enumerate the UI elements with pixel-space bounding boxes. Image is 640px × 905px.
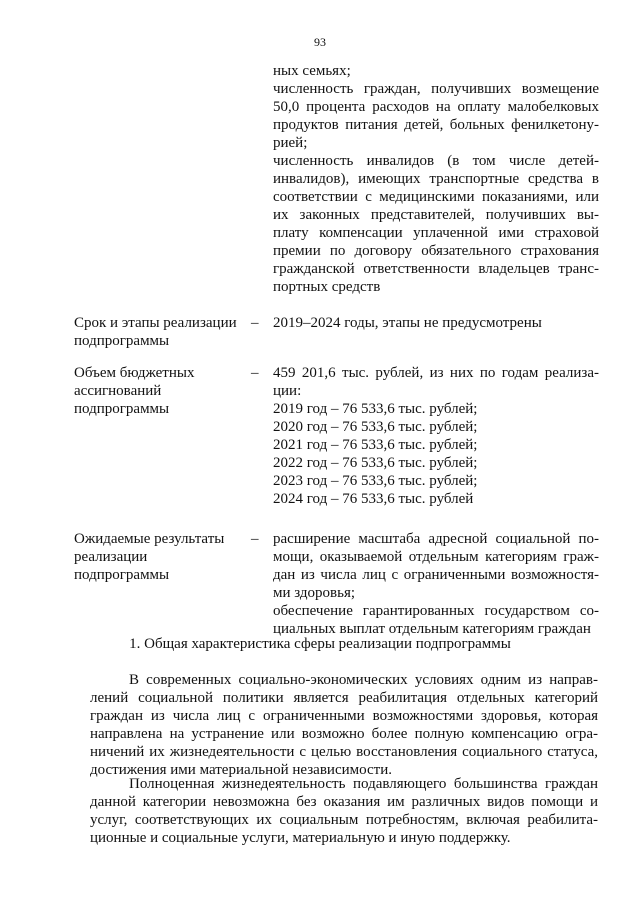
text-line: гражданской ответственности владельцев транс-	[273, 261, 599, 277]
budget-year-line: 2024 год – 76 533,6 тыс. рублей	[273, 491, 474, 507]
results-dash: –	[251, 531, 259, 547]
results-value	[273, 530, 599, 638]
paragraph-line: Полноценная жизнедеятельность подавляющего большинства граждан	[129, 776, 598, 792]
text-line: премии по договору обязательного страхования	[273, 243, 599, 259]
text-line: 459 201,6 тыс. рублей, из них по годам реализа-	[273, 365, 599, 381]
paragraph-line: достижения ими материальной независимости.	[90, 762, 392, 778]
budget-year-line: 2020 год – 76 533,6 тыс. рублей;	[273, 419, 478, 435]
page-number: 93	[314, 35, 326, 49]
text-line: рией;	[273, 135, 308, 151]
budget-value	[273, 364, 599, 508]
text-line: 50,0 процента расходов на оплату малобелковых	[273, 99, 599, 115]
label-line: подпрограммы	[74, 333, 170, 349]
term-row	[0, 314, 640, 349]
label-line: Объем бюджетных	[74, 365, 195, 381]
text-line: расширение масштаба адресной социальной по-	[273, 531, 599, 547]
paragraph-line: услуг, соответствующих их социальным потребностям, включая реабилита-	[90, 812, 598, 828]
paragraph-line: направлена на устранение или возможно более полную компенсацию огра-	[90, 726, 598, 742]
text-line: инвалидов), имеющих транспортные средства в	[273, 171, 599, 187]
label-line: подпрограммы	[74, 401, 170, 417]
budget-year-line: 2023 год – 76 533,6 тыс. рублей;	[273, 473, 478, 489]
text-line: портных средств	[273, 279, 381, 295]
paragraph	[90, 671, 598, 779]
label-line: реализации	[74, 549, 148, 565]
text-line: их законных представителей, получивших вы-	[273, 207, 599, 223]
label-line: Срок и этапы реализации	[74, 315, 237, 331]
text-line: дан из числа лиц с ограниченными возможностя-	[273, 567, 599, 583]
text-line: соответствии с медицинскими показаниями, или	[273, 189, 599, 205]
text-line: численность инвалидов (в том числе детей-	[273, 153, 599, 169]
budget-label	[74, 364, 244, 418]
text-line: обеспечение гарантированных государством со-	[273, 603, 599, 619]
term-dash: –	[251, 315, 259, 331]
section-heading: 1. Общая характеристика сферы реализации подпрограммы	[129, 636, 511, 652]
budget-dash: –	[251, 365, 259, 381]
label-line: подпрограммы	[74, 567, 170, 583]
paragraph-line: данной категории невозможна без оказания им различных видов помощи и	[90, 794, 598, 810]
budget-year-line: 2021 год – 76 533,6 тыс. рублей;	[273, 437, 478, 453]
budget-row	[0, 364, 640, 508]
text-line: ных семьях;	[273, 63, 351, 79]
indicators-continuation-text	[273, 62, 599, 296]
text-line: 2019–2024 годы, этапы не предусмотрены	[273, 315, 542, 331]
text-line: мощи, оказываемой отдельным категориям граж-	[273, 549, 599, 565]
term-value	[273, 314, 599, 332]
paragraph	[90, 775, 598, 847]
text-line: плату компенсации уплаченной ими страховой	[273, 225, 599, 241]
passport-table	[0, 62, 640, 638]
text-line: циальных выплат отдельным категориям граждан	[273, 621, 591, 637]
results-row	[0, 530, 640, 638]
paragraph-line: В современных социально-экономических условиях одним из направ-	[129, 672, 598, 688]
label-line: Ожидаемые результаты	[74, 531, 225, 547]
paragraph-line: ционные и социальные услуги, материальную и иную поддержку.	[90, 830, 511, 846]
paragraph-line: ничений их жизнедеятельности с целью восстановления социального статуса,	[90, 744, 598, 760]
label-line: ассигнований	[74, 383, 162, 399]
text-line: ции:	[273, 383, 302, 399]
results-label	[74, 530, 244, 584]
text-line: численность граждан, получивших возмещение	[273, 81, 599, 97]
term-label	[74, 314, 244, 350]
paragraph-line: граждан из числа лиц с ограниченными возможностями здоровья, которая	[90, 708, 598, 724]
text-line: ми здоровья;	[273, 585, 356, 601]
budget-year-line: 2022 год – 76 533,6 тыс. рублей;	[273, 455, 478, 471]
indicators-continuation-row	[0, 62, 640, 296]
paragraph-line: лений социальной политики является реабилитация отдельных категорий	[90, 690, 598, 706]
budget-year-line: 2019 год – 76 533,6 тыс. рублей;	[273, 401, 478, 417]
text-line: продуктов питания детей, больных фенилкетону-	[273, 117, 599, 133]
